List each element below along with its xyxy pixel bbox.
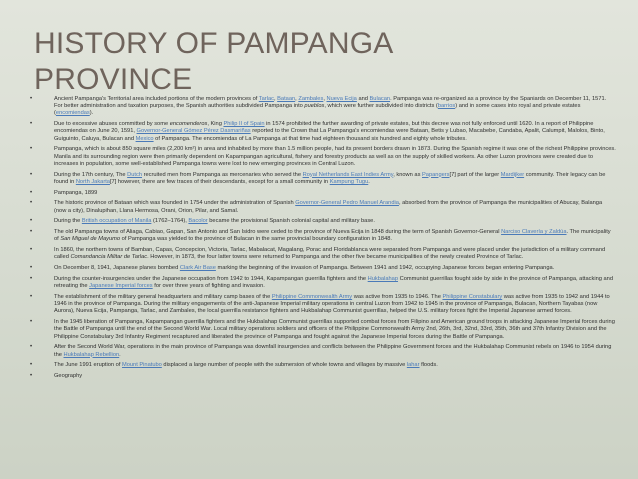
wiki-link[interactable]: Mardijker	[500, 171, 525, 178]
bullet-text: The historic province of Bataan which was founded in 1754 under the administration of Spanish	[54, 200, 296, 207]
bullet-text: . The municipality of	[54, 229, 611, 243]
bullet-text: became the provisional Spanish colonial capital and military base.	[207, 218, 375, 225]
bullet-text: After the Second World War, operations in the main province of Pampanga was downfall insurgencies and conflicts between the Philippine Government forces and the Hukbalahap Communist rebels on 1946 to 1954 during the	[54, 344, 612, 358]
italic-text: encomenderos	[169, 121, 208, 128]
wiki-link[interactable]: Governor-General Pedro Manuel Arandia	[295, 200, 399, 207]
bullet-text: , absorbed from the province of Pampanga the municipalities of Abucay, Balanga (now a city), Dinalupihan, Llana Hermosa, Orani, Orion, Pilar, and Samal.	[54, 200, 603, 214]
bullet-text: ).	[89, 110, 94, 117]
bullet-text: Communist guerrillas fought side by side in the province of Pampanga, attacking and retreating the	[54, 276, 613, 290]
wiki-link[interactable]: Royal Netherlands East Indies Army	[302, 171, 394, 178]
bullet-text: , King	[207, 121, 224, 128]
bullet-text: displaced a large number of people with the submersion of whole towns and villages by massive	[161, 362, 407, 369]
bullet-dot-icon: •	[30, 96, 33, 102]
wiki-link[interactable]: Tarlac	[258, 96, 274, 102]
bullet-text: recruited men from Pampanga as mercenaries who served the	[142, 171, 303, 178]
bullet-text: The old Pampanga towns of Aliaga, Cabiao, Gapan, San Antonio and San Isidro were ceded to the province of Nueva Ecija in 1848 during the term of Spanish Governor-General	[54, 229, 502, 236]
bullet-dot-icon: •	[30, 229, 33, 236]
wiki-link[interactable]: Mount Pinatubo	[121, 362, 162, 369]
bullet-text: Pampanga, 1899	[54, 189, 98, 196]
bullet-text: . However, in 1873, the four latter towns were returned to Pampanga and the other five became municipalities of the newly created Province of Tarlac.	[147, 254, 524, 261]
wiki-link[interactable]: Dutch	[127, 171, 142, 178]
bullet-item	[30, 362, 616, 369]
bullet-item	[30, 344, 616, 358]
bullet-text: for over three years of fighting and invasion.	[152, 283, 265, 290]
wiki-link[interactable]: Papangers	[422, 171, 450, 178]
bullet-text: marking the beginning of the invasion of Pampanga. Between 1941 and 1942, occupying Japanese forces began entering Pampanga.	[215, 265, 555, 272]
bullet-text: ) and in some cases into royal and private estates (	[54, 103, 581, 117]
bullet-dot-icon: •	[30, 218, 33, 225]
bullet-text: [7] part of the larger	[449, 171, 501, 178]
bullet-dot-icon: •	[30, 373, 33, 380]
wiki-link[interactable]: Philippine Commonwealth Army	[271, 294, 353, 300]
bullet-item	[30, 373, 616, 380]
bullet-text: On December 8, 1941, Japanese planes bombed	[54, 265, 180, 272]
bullet-item	[30, 190, 616, 197]
bullet-text: ,	[323, 96, 327, 102]
bullet-item	[30, 96, 616, 118]
bullet-item	[30, 200, 616, 214]
bullet-item	[30, 247, 616, 261]
bullet-dot-icon: •	[30, 265, 33, 272]
italic-text: San Miguel de Mayumo	[60, 236, 121, 243]
bullet-text: community. Their legacy can be found in	[54, 171, 606, 185]
wiki-link[interactable]: North Jakarta	[75, 178, 110, 185]
wiki-link[interactable]: barrios	[437, 103, 456, 110]
wiki-link[interactable]: Governor-General Gómez Pérez Dasmariñas	[136, 128, 251, 135]
bullet-text: in 1574 prohibited the further awarding of private estates, but this decree was not fully enforced until 1620. In a report of Philippine encomiendas on June 20, 1591,	[54, 121, 594, 135]
bullet-text: In 1860, the northern towns of Bamban, Capas, Concepcion, Victoria, Tarlac, Mabalacat, Magalang, Porac and Floridablanca were separated from Pampanga and were placed under the jurisdiction of a military command called	[54, 247, 606, 261]
wiki-link[interactable]: Clark Air Base	[179, 265, 216, 272]
bullet-text: was active from 1935 to 1946. The	[352, 294, 443, 300]
bullet-text: reported to the Crown that La Pampanga's encomiendas were Bataan, Betis y Lubao, Macabebe, Candaba, Apalit, Calumpit, Malolos, Binto, Guiguinto, Caluya, Bulacan and	[54, 128, 605, 142]
wiki-link[interactable]: British occupation of Manila	[81, 218, 152, 225]
bullet-text: In the 1945 liberation of Pampanga, Kapampangan guerrilla fighters and the Hukbalahap Communist guerrillas supported combat forces from Filipino and American ground troops in attacking Japanese Imperial forces during the Battle of Pampanga until the end of the Second World War. Local military operations soldiers and officers of the Philippine Commonwealth Army 2nd, 26th, 3rd, 32nd, 33rd, 35th, 36th and 37th Infantry Division and the Philippine Constabulary 3rd Infantry Regiment recaptured and liberated the province of Pampanga and fought against the Japanese Imperial forces during the Battle of Pampanga.	[54, 319, 615, 340]
italic-text: Comandancia Militar de Tarlac	[70, 254, 148, 261]
bullet-text: was active from 1935 to 1942 and 1944 to 1946 in the province of Pampanga. During the military engagements of the anti-Japanese Imperial military operations in central Luzon from 1942 to 1945 in the province of Pampanga, Bulacan, Northern Tayabas (now Aurora), Nueva Ecija, Pampanga, Tarlac, and Zambales, the local guerrilla resistance fighters and Hukbalahap Communist guerrillas, helped the U.S. military forces fight the Imperial Japanese armed forces.	[54, 294, 610, 315]
wiki-link[interactable]: lahar	[406, 362, 420, 369]
bullet-text: ,	[295, 96, 299, 102]
wiki-link[interactable]: Bacolor	[188, 218, 208, 225]
bullet-text: The establishment of the military general headquarters and military camp bases of the	[54, 294, 272, 300]
bullet-text: of Pampanga. The encomiendas of La Pampanga at that time had eighteen thousand six hundred and eighty whole tributes.	[153, 135, 467, 142]
wiki-link[interactable]: Nueva Ecija	[326, 96, 357, 102]
bullet-text: Pampanga, which is about 850 square miles (2,200 km²) in area and inhabited by more than 1.5 million people, had its present borders drawn in 1873. During the Spanish regime it was one of the richest Philippine provinces. Manila and its surrounding region were then primarily dependent on Kapampangan agricultural, fishery and forestry products as well as on the supply of skilled workers. As other Luzon provinces were created due to increases in population, some well-established Pampanga towns were lost to new emerging provinces in Central Luzon.	[54, 146, 616, 167]
bullet-text: Ancient Pampanga's Territorial area included portions of the modern provinces of	[54, 96, 259, 102]
bullet-dot-icon: •	[30, 294, 33, 300]
bullet-text: Due to excessive abuses committed by some	[54, 121, 170, 128]
bullet-text: ,	[273, 96, 278, 102]
bullet-item	[30, 229, 616, 243]
bullet-dot-icon: •	[30, 362, 33, 369]
bullet-text: , known as	[393, 171, 422, 178]
slide-title	[34, 26, 454, 98]
slide-title-line-2: PROVINCE	[34, 63, 193, 96]
bullet-dot-icon: •	[30, 247, 33, 254]
wiki-link[interactable]: Philip II of Spain	[223, 121, 265, 128]
wiki-link[interactable]: Zambales	[298, 96, 324, 102]
bullet-text: of Pampanga was yielded to the province of Bulacan in the same provincial boundary configuration in 1848.	[120, 236, 392, 243]
bullet-text: floods.	[419, 362, 438, 369]
wiki-link[interactable]: Philippine Constabulary	[442, 294, 503, 300]
bullet-text: During the counter-insurgencies under the Japanese occupation from 1942 to 1944, Kapampangan guerrilla fighters and the	[54, 276, 368, 282]
bullet-text: During the	[54, 218, 82, 225]
bullet-dot-icon: •	[30, 146, 33, 153]
bullet-dot-icon: •	[30, 319, 33, 326]
bullet-dot-icon: •	[30, 171, 33, 178]
bullet-item	[30, 294, 616, 316]
bullet-item	[30, 172, 616, 186]
bullet-text: Geography	[54, 373, 83, 380]
bullet-dot-icon: •	[30, 344, 33, 351]
bullet-text: , which were further subdivided into districts (	[324, 103, 438, 110]
bullet-item	[30, 319, 616, 341]
wiki-link[interactable]: Japanese Imperial forces	[89, 283, 153, 290]
bullet-dot-icon: •	[30, 276, 33, 282]
wiki-link[interactable]: Bataan	[277, 96, 296, 102]
bullet-text: . Pampanga was re-organized as a province by the Spaniards on December 11, 1571. For better administration and taxation purposes, the Spanish authorities subdivided Pampanga into	[54, 96, 607, 110]
italic-text: pueblos	[304, 103, 325, 110]
bullet-dot-icon: •	[30, 121, 33, 128]
bullet-text: and	[356, 96, 370, 102]
bullet-text: .	[368, 178, 370, 185]
wiki-link[interactable]: Narciso Clavería y Zaldúa	[501, 229, 567, 236]
bullet-dot-icon: •	[30, 200, 33, 207]
bullet-item	[30, 218, 616, 225]
bullet-text: .	[119, 351, 121, 358]
bullet-text: [7] however, there are few traces of their descendants, except for a small community in	[109, 178, 330, 185]
slide-title-line-1: HISTORY OF PAMPANGA	[34, 27, 394, 60]
bullet-text: The June 1991 eruption of	[54, 362, 122, 369]
bullet-item	[30, 146, 616, 168]
wiki-link[interactable]: Bulacan	[369, 96, 391, 102]
bullet-item	[30, 276, 616, 290]
wiki-link[interactable]: encomiendas	[55, 110, 90, 117]
bullet-item	[30, 121, 616, 143]
bullet-text: During the 17th century, The	[54, 171, 128, 178]
wiki-link[interactable]: Hukbalahap Rebellion	[63, 351, 120, 358]
bullet-list	[30, 96, 616, 384]
bullet-item	[30, 265, 616, 272]
bullet-text: (1762–1764),	[151, 218, 189, 225]
wiki-link[interactable]: Kampung Tugu	[329, 178, 369, 185]
wiki-link[interactable]: Hukbalahap	[367, 276, 399, 282]
bullet-dot-icon: •	[30, 189, 33, 196]
wiki-link[interactable]: Mexico	[135, 135, 154, 142]
